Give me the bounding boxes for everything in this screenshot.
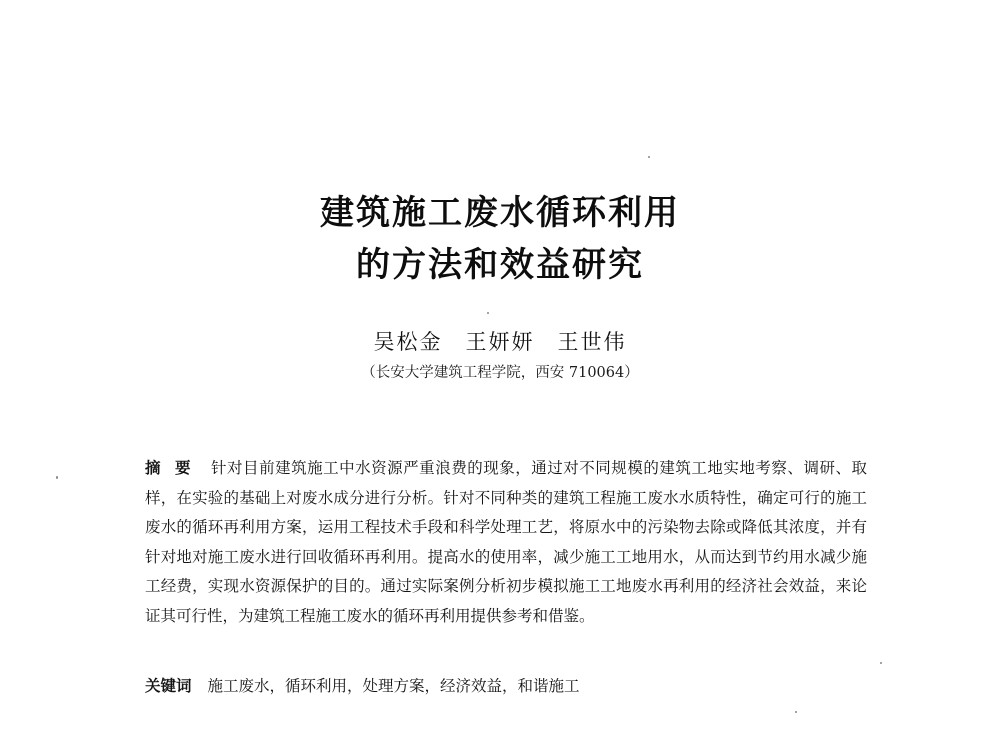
author-list: 吴松金 王妍妍 王世伟: [373, 330, 627, 354]
scan-speck: [56, 476, 58, 479]
scan-speck: [880, 662, 882, 664]
keywords-block: [145, 674, 867, 698]
paper-title-line-2: 的方法和效益研究: [356, 245, 644, 285]
keywords-text: 施工废水，循环利用，处理方案，经济效益，和谐施工: [207, 677, 580, 695]
scan-speck: [648, 156, 650, 158]
scan-speck: [795, 711, 797, 713]
paper-title-line-1: 建筑施工废水循环利用: [320, 193, 680, 233]
author-affiliation: （长安大学建筑工程学院，西安 710064）: [361, 365, 639, 381]
keywords-label: 关键词: [145, 677, 192, 695]
abstract-text: 针对目前建筑施工中水资源严重浪费的现象，通过对不同规模的建筑工地实地考察、调研、取样，在实验的基础上对废水成分进行分析。针对不同种类的建筑工程施工废水水质特性，确定可行的施工废水的循环再利用方案，运用工程技术手段和科学处理工艺，将原水中的污染物去除或降低其浓度，并有针对地对施工废水进行回收循环再利用。提高水的使用率，减少施工工地用水，从而达到节约用水减少施工经费，实现水资源保护的目的。通过实际案例分析初步模拟施工工地废水再利用的经济社会效益，来论证其可行性，为建筑工程施工废水的循环再利用提供参考和借鉴。: [145, 459, 867, 625]
scan-speck: [487, 312, 489, 314]
abstract-label: 摘要: [145, 459, 206, 477]
abstract-block: [145, 454, 867, 631]
